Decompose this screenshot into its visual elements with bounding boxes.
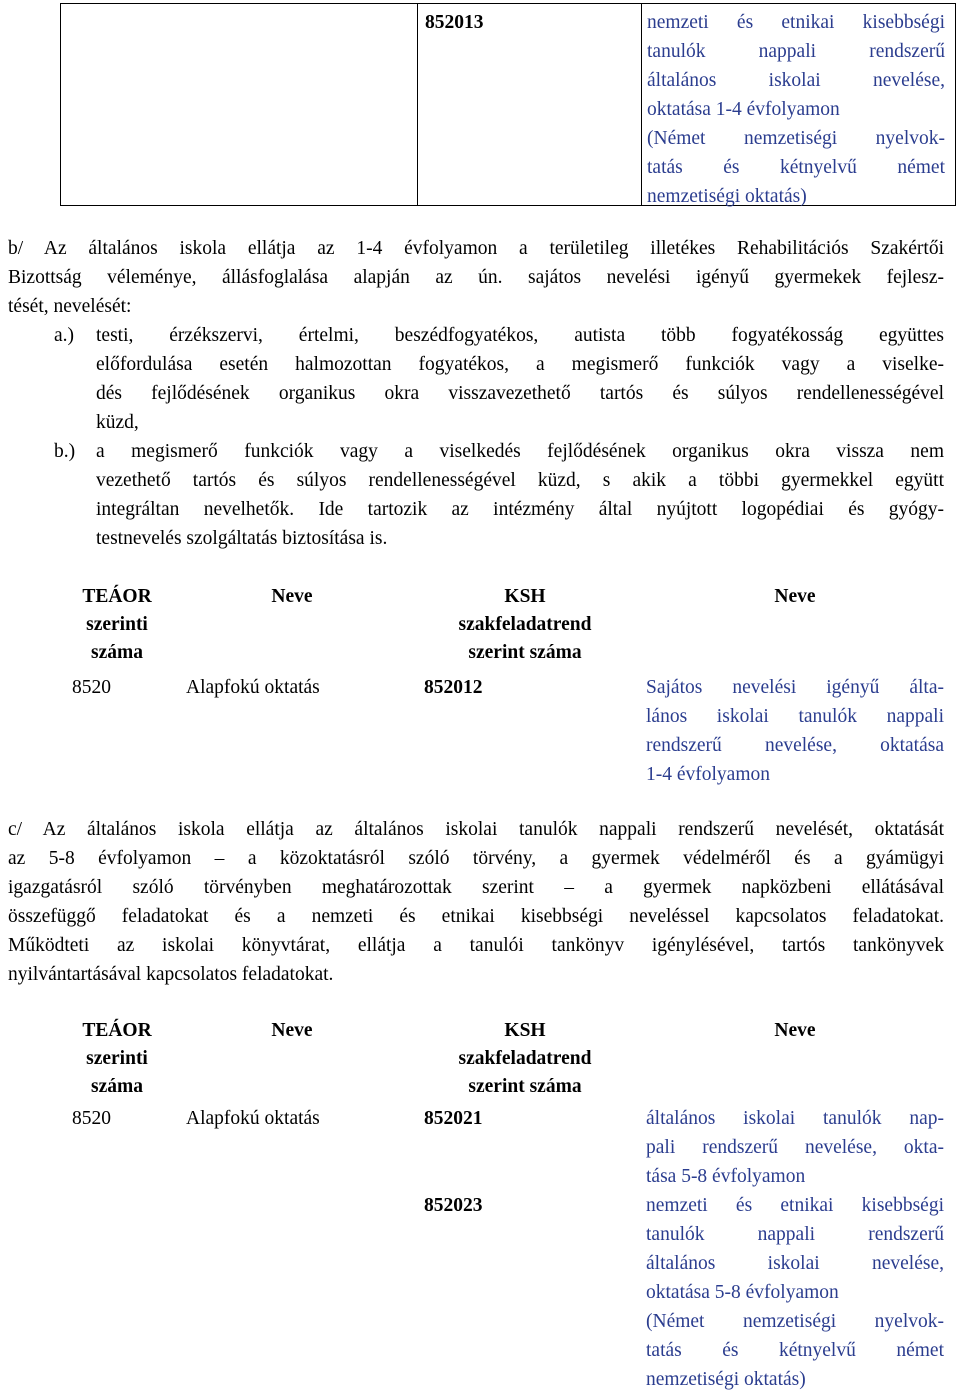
text-line: az 5-8 évfolyamon – a közoktatásról szóló törvény, a gyermek védelméről és a gyámügyi (8, 848, 944, 869)
header-ksh (420, 583, 630, 667)
header-name: Neve (271, 586, 313, 607)
text-line: TEÁOR (82, 1020, 152, 1041)
text-line: (Német nemzetiségi nyelvok- (647, 128, 945, 149)
text-line: általános iskolai nevelése, (646, 1253, 944, 1274)
section-c (8, 815, 944, 989)
item-b-text (96, 437, 944, 553)
text-line: szerinti (86, 1048, 148, 1069)
header-name: Neve (271, 1020, 313, 1041)
text-line: tanulók nappali rendszerű (646, 1224, 944, 1245)
text-line: testi, érzékszervi, értelmi, beszédfogyatékos, autista több fogyatékosság együttes (96, 325, 944, 346)
item-b-marker: b.) (54, 441, 76, 462)
top-table (60, 3, 956, 206)
text-line: (Német nemzetiségi nyelvok- (646, 1311, 944, 1332)
header-ksh (420, 1017, 630, 1101)
text-line: oktatása 5-8 évfolyamon (646, 1282, 839, 1303)
text-line: 1-4 évfolyamon (646, 764, 771, 785)
text-line: nemzeti és etnikai kisebbségi (646, 1195, 944, 1216)
text-line: szerint száma (468, 642, 582, 663)
text-line: nemzetiségi oktatás) (646, 1369, 806, 1390)
ksh-code: 852021 (424, 1108, 483, 1129)
text-line: száma (91, 1076, 143, 1097)
teaor-code: 8520 (72, 1108, 111, 1129)
text-line: KSH (504, 586, 546, 607)
header-teaor (62, 1017, 172, 1101)
text-line: szakfeladatrend (458, 1048, 592, 1069)
text-line: általános iskolai nevelése, (647, 70, 945, 91)
text-line: Sajátos nevelési igényű álta- (646, 677, 944, 698)
text-line: igazgatásról szóló törvényben meghatározottak szerint – a gyermek napközbeni ellátásával (8, 877, 944, 898)
text-line: nyilvántartásával kapcsolatos feladatokat. (8, 964, 334, 985)
text-line: előfordulása esetén halmozottan fogyatékos, a megismerő funkciók vagy a viselke- (96, 354, 944, 375)
section-b-intro (8, 234, 944, 321)
teaor-code: 8520 (72, 677, 111, 698)
text-line: szerint száma (468, 1076, 582, 1097)
header-teaor (62, 583, 172, 667)
text-line: a megismerő funkciók vagy a viselkedés fejlődésének organikus okra vissza nem (96, 441, 944, 462)
header-name: Neve (774, 1020, 816, 1041)
text-line: összefüggő feladatokat és a nemzeti és etnikai kisebbségi neveléssel kapcsolatos feladatokat. (8, 906, 944, 927)
text-line: tása 5-8 évfolyamon (646, 1166, 806, 1187)
text-line: pali rendszerű nevelése, okta- (646, 1137, 944, 1158)
text-line: szakfeladatrend (458, 614, 592, 635)
text-line: dés fejlődésének organikus okra visszavezethető tartós és súlyos rendellenességével (96, 383, 944, 404)
activity-name (646, 1104, 944, 1191)
text-line: küzd, (96, 412, 139, 433)
text-line: tatás és kétnyelvű német (647, 157, 945, 178)
text-line: testnevelés szolgáltatás biztosítása is. (96, 528, 388, 549)
ksh-code: 852013 (425, 12, 484, 33)
header-name: Neve (774, 586, 816, 607)
text-line: oktatása 1-4 évfolyamon (647, 99, 840, 120)
activity-name (646, 673, 944, 789)
activity-name (647, 8, 945, 211)
activity-name (646, 1191, 944, 1394)
item-a-text (96, 321, 944, 437)
text-line: lános iskolai tanulók nappali (646, 706, 944, 727)
text-line: tését, nevelését: (8, 296, 132, 317)
text-line: nemzeti és etnikai kisebbségi (647, 12, 945, 33)
text-line: nemzetiségi oktatás) (647, 186, 807, 207)
ksh-code: 852012 (424, 677, 483, 698)
ksh-code: 852023 (424, 1195, 483, 1216)
text-line: tatás és kétnyelvű német (646, 1340, 944, 1361)
text-line: tanulók nappali rendszerű (647, 41, 945, 62)
text-line: TEÁOR (82, 586, 152, 607)
text-line: Működteti az iskolai könyvtárat, ellátja a tanulói tankönyv igénylésével, tartós tankönyvek (8, 935, 944, 956)
column-divider (641, 4, 642, 205)
text-line: b/ Az általános iskola ellátja az 1-4 évfolyamon a területileg illetékes Rehabilitációs Szakértői (8, 238, 944, 259)
text-line: integráltan nevelhetők. Ide tartozik az intézmény által nyújtott logopédiai és gyógy- (96, 499, 944, 520)
text-line: szerinti (86, 614, 148, 635)
teaor-name: Alapfokú oktatás (186, 1108, 320, 1129)
teaor-name: Alapfokú oktatás (186, 677, 320, 698)
text-line: rendszerű nevelése, oktatása (646, 735, 944, 756)
text-line: KSH (504, 1020, 546, 1041)
text-line: általános iskolai tanulók nap- (646, 1108, 944, 1129)
text-line: c/ Az általános iskola ellátja az általános iskolai tanulók nappali rendszerű nevelését, oktatását (8, 819, 944, 840)
text-line: Bizottság véleménye, állásfoglalása alapján az ún. sajátos nevelési igényű gyermekek fejlesz- (8, 267, 944, 288)
text-line: száma (91, 642, 143, 663)
item-a-marker: a.) (54, 325, 75, 346)
column-divider (417, 4, 418, 205)
text-line: vezethető tartós és súlyos rendellenességével küzd, s akik a többi gyermekkel együtt (96, 470, 944, 491)
